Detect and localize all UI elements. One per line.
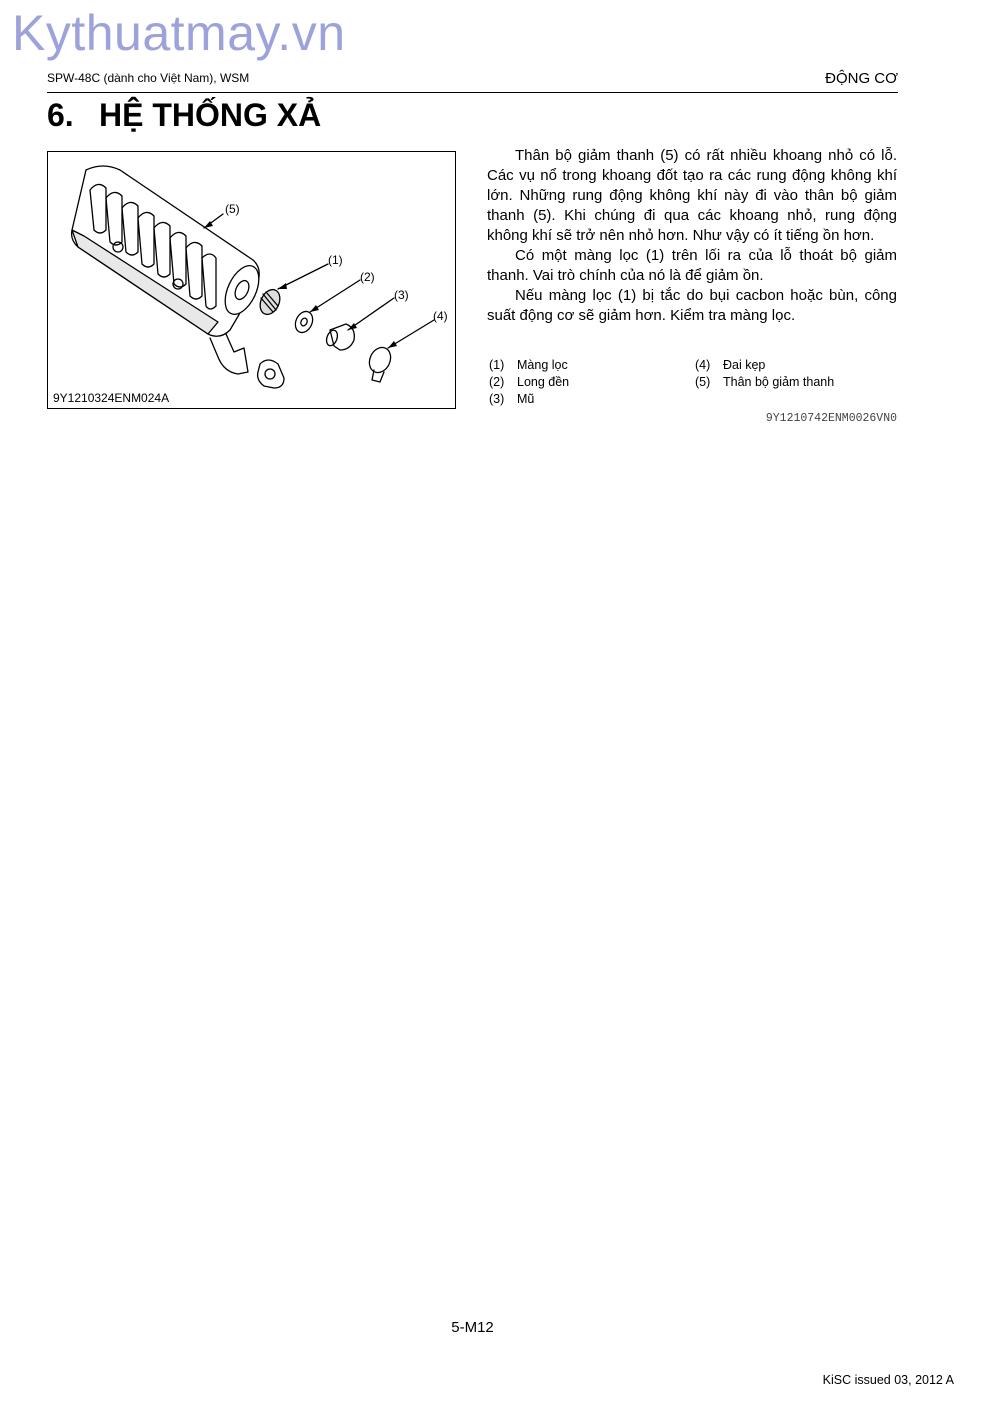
figure-code: 9Y1210324ENM024A: [53, 391, 170, 405]
legend-item: (2) Long đền: [489, 375, 570, 389]
paragraph-3: Nếu màng lọc (1) bị tắc do bụi cacbon hoặc bùn, công suất động cơ sẽ giảm hơn. Kiểm tra màng lọc.: [487, 287, 897, 324]
description: [487, 146, 897, 326]
legend-item: (4) Đai kẹp: [695, 358, 766, 372]
legend-item: (5) Thân bộ giảm thanh: [695, 375, 835, 389]
section-number: 6.: [47, 97, 74, 133]
paragraph-1: Thân bộ giảm thanh (5) có rất nhiều khoang nhỏ có lỗ. Các vụ nổ trong khoang đốt tạo ra các rung động không khí lớn. Những rung động không khí này đi vào thân bộ giảm thanh (5). Khi chúng đi qua các khoang nhỏ, rung động không khí sẽ trở nên nhỏ hơn. Như vậy có ít tiếng ồn hơn.: [487, 147, 897, 244]
reference-code: 9Y1210742ENM0026VN0: [765, 412, 897, 425]
header-divider: [47, 92, 898, 93]
muffler-figure: [47, 151, 456, 409]
callout-3: (3): [394, 288, 409, 302]
callout-4: (4): [433, 309, 448, 323]
callout-1: (1): [328, 253, 343, 267]
callout-5: (5): [225, 202, 240, 216]
paragraph-2: Có một màng lọc (1) trên lối ra của lỗ thoát bộ giảm thanh. Vai trò chính của nó là để giảm ồn.: [487, 247, 897, 284]
legend-item: (3) Mũ: [489, 392, 535, 406]
muffler-exploded-drawing: [48, 152, 455, 408]
callout-2: (2): [360, 270, 375, 284]
header-manual-title: SPW-48C (dành cho Việt Nam), WSM: [47, 71, 250, 85]
header-chapter: ĐỘNG CƠ: [825, 70, 898, 87]
issue-label: KiSC issued 03, 2012 A: [822, 1373, 954, 1387]
watermark: Kythuatmay.vn: [12, 5, 346, 61]
legend-item: (1) Màng lọc: [489, 358, 568, 372]
section-title: [47, 97, 321, 134]
page-number: 5-M12: [451, 1319, 494, 1336]
section-title-text: HỆ THỐNG XẢ: [99, 97, 322, 133]
